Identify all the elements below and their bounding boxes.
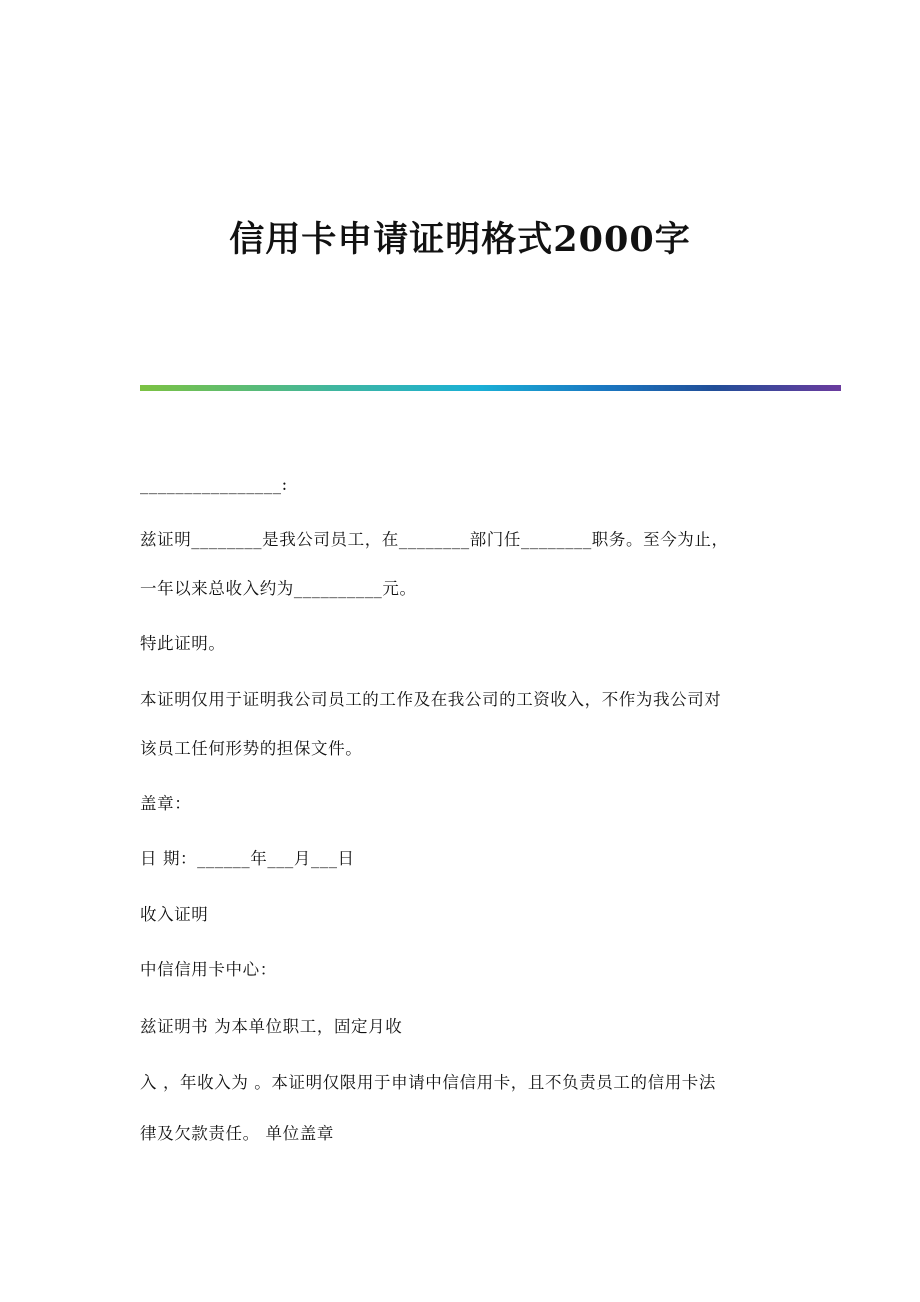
- body-line: 入 ，年收入为 。本证明仅限用于申请中信信用卡，且不负责员工的信用卡法: [140, 1073, 716, 1092]
- page-title: 信用卡申请证明格式2000字: [229, 219, 691, 260]
- body-line: 兹证明________是我公司员工，在________部门任________职务。至今为止，: [140, 530, 729, 549]
- addressee-line: ________________:: [140, 475, 288, 494]
- body-line: 兹证明书 为本单位职工，固定月收: [140, 1017, 403, 1036]
- body-line: 律及欠款责任。 单位盖章: [140, 1124, 334, 1143]
- stamp-line: 盖章：: [140, 794, 192, 813]
- body-line: 一年以来总收入约为__________元。: [140, 579, 417, 598]
- body-line: 特此证明。: [140, 634, 226, 653]
- date-line: 日 期：______年___月___日: [140, 849, 355, 868]
- body-line: 该员工任何形势的担保文件。: [140, 739, 363, 758]
- title-divider: [140, 385, 841, 391]
- body-line: 本证明仅用于证明我公司员工的工作及在我公司的工资收入，不作为我公司对: [140, 690, 722, 709]
- section-heading: 收入证明: [140, 905, 209, 924]
- addressee-line: 中信信用卡中心：: [140, 960, 277, 979]
